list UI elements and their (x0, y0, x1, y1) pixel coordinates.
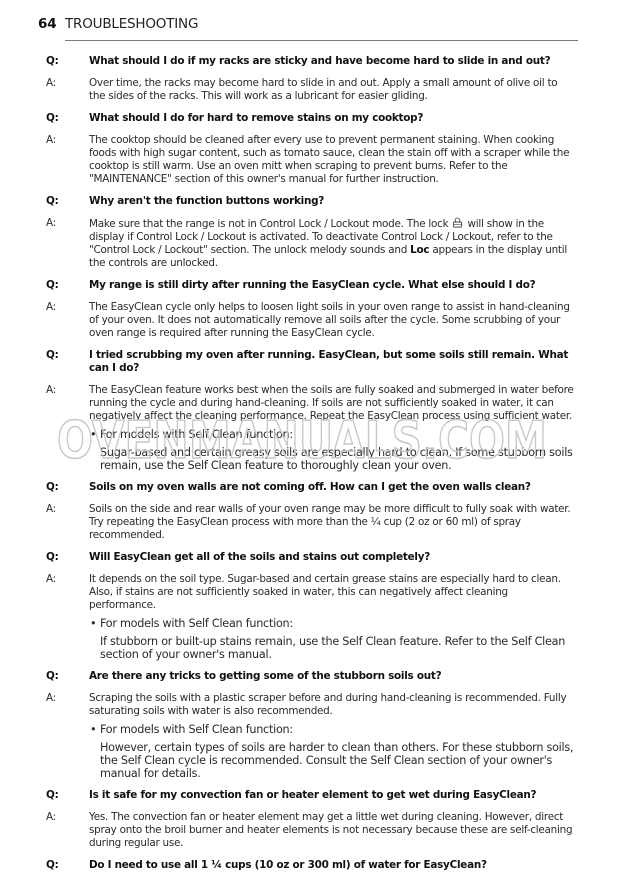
question-label: Q: (46, 670, 59, 682)
question-text: Do I need to use all 1 ¼ cups (10 oz or 300 ml) of water for EasyClean? (89, 859, 487, 871)
question-label: Q: (46, 789, 59, 801)
faq-item (46, 551, 576, 661)
question-text: I tried scrubbing my oven after running. EasyClean, but some soils still remain. What can I do? (89, 349, 569, 374)
bullet-item (90, 617, 576, 630)
answer-label: A: (46, 134, 56, 146)
watermark-text: OVENMANUALS.COM (57, 412, 547, 466)
answer-label: A: (46, 77, 56, 89)
section-title: TROUBLESHOOTING (65, 16, 199, 32)
bullet-body: Sugar-based and certain greasy soils are especially hard to clean. If some stubborn soils remain, use the Self Clean feature to thoroughly clean your oven. (100, 446, 573, 472)
question (46, 859, 576, 872)
question (46, 349, 576, 375)
answer (46, 217, 576, 270)
answer-text-part2: will show in the display if Control Lock / Lockout is activated. To deactivate Control Lock / Lockout, refer to the "Control Lock / Lockout" section. The unlock melody sounds and (89, 218, 553, 256)
loc-display-text: Loc (410, 244, 430, 256)
question (46, 670, 576, 683)
page-header (38, 16, 578, 36)
answer-label: A: (46, 692, 56, 704)
faq-item (46, 789, 576, 850)
question (46, 551, 576, 564)
answer-text: Yes. The convection fan or heater element may get a little wet during cleaning. However, direct spray onto the broil burner and heater elements is not necessary because these are self-cleaning during regular use. (89, 811, 573, 849)
bullet-dot: • (90, 428, 97, 441)
faq-item (46, 670, 576, 780)
faq-item (46, 195, 576, 270)
answer-text: It depends on the soil type. Sugar-based and certain grease stains are especially hard to clean. Also, if stains are not sufficiently soaked in water, this can negatively affect cleaning performance. (89, 573, 561, 611)
page-number: 64 (38, 16, 57, 32)
lock-icon (452, 217, 463, 228)
question-label: Q: (46, 859, 59, 871)
question (46, 481, 576, 494)
answer (46, 811, 576, 850)
faq-item (46, 349, 576, 472)
question-label: Q: (46, 551, 59, 563)
faq-list (46, 55, 576, 881)
bullet-text: For models with Self Clean function: (100, 723, 293, 736)
answer (46, 384, 576, 472)
answer-text: Scraping the soils with a plastic scraper before and during hand-cleaning is recommended. Fully saturating soils with water is also recommended. (89, 692, 567, 717)
bullet-item (90, 428, 576, 441)
question-text: What should I do if my racks are sticky and have become hard to slide in and out? (89, 55, 551, 67)
answer-text-part3: appears in the display until the controls are unlocked. (89, 244, 568, 269)
bullet-text: For models with Self Clean function: (100, 617, 293, 630)
bullet-body: If stubborn or built-up stains remain, use the Self Clean feature. Refer to the Self Clean section of your owner's manual. (100, 635, 566, 661)
answer-text: The EasyClean feature works best when the soils are fully soaked and submerged in water before running the cycle and during hand-cleaning. If soils are not sufficiently soaked in water, it can negatively affect the cleaning performance. Repeat the EasyClean process using sufficient water. (89, 384, 574, 422)
question-label: Q: (46, 279, 59, 291)
answer-label: A: (46, 217, 56, 229)
answer-label: A: (46, 503, 56, 515)
question-text: Are there any tricks to getting some of the stubborn soils out? (89, 670, 442, 682)
bullet-item (90, 723, 576, 736)
header-divider (65, 40, 578, 41)
answer (46, 503, 576, 542)
question-text: Will EasyClean get all of the soils and stains out completely? (89, 551, 431, 563)
answer (46, 301, 576, 340)
bullet-dot: • (90, 617, 97, 630)
bullet-text: For models with Self Clean function: (100, 428, 293, 441)
answer (46, 77, 576, 103)
question-label: Q: (46, 195, 59, 207)
question-text: Why aren't the function buttons working? (89, 195, 325, 207)
question-label: Q: (46, 55, 59, 67)
faq-item (46, 279, 576, 340)
answer-label: A: (46, 384, 56, 396)
question (46, 279, 576, 292)
question-text: Soils on my oven walls are not coming off. How can I get the oven walls clean? (89, 481, 531, 493)
answer-label: A: (46, 811, 56, 823)
answer (46, 692, 576, 780)
faq-item (46, 55, 576, 103)
question-text: My range is still dirty after running the EasyClean cycle. What else should I do? (89, 279, 536, 291)
faq-item (46, 859, 576, 872)
question-label: Q: (46, 112, 59, 124)
bullet-dot: • (90, 723, 97, 736)
answer-text: Over time, the racks may become hard to slide in and out. Apply a small amount of olive oil to the sides of the racks. This will work as a lubricant for easier gliding. (89, 77, 558, 102)
faq-item (46, 481, 576, 542)
question (46, 195, 576, 208)
answer (46, 573, 576, 661)
answer-text: The EasyClean cycle only helps to loosen light soils in your oven range to assist in hand-cleaning of your oven. It does not automatically remove all soils after the cycle. Some scrubbing of your oven range is required after running the EasyClean cycle. (89, 301, 570, 339)
question-text: Is it safe for my convection fan or heater element to get wet during EasyClean? (89, 789, 537, 801)
answer-label: A: (46, 573, 56, 585)
faq-item (46, 112, 576, 186)
question-label: Q: (46, 481, 59, 493)
answer-text: The cooktop should be cleaned after every use to prevent permanent staining. When cooking foods with high sugar content, such as tomato sauce, clean the stain off with a scraper while the cooktop is still warm. Use an oven mitt when scraping to prevent burns. Refer to the "MAINTENANCE" section of this owner's manual for further instruction. (89, 134, 570, 185)
question (46, 55, 576, 68)
question-text: What should I do for hard to remove stains on my cooktop? (89, 112, 424, 124)
question (46, 112, 576, 125)
question (46, 789, 576, 802)
answer-text-part1: Make sure that the range is not in Control Lock / Lockout mode. The lock (89, 218, 449, 230)
bullet-body: However, certain types of soils are harder to clean than others. For these stubborn soils, the Self Clean cycle is recommended. Consult the Self Clean section of your owner's manual for details. (100, 741, 574, 780)
answer-label: A: (46, 301, 56, 313)
answer (46, 134, 576, 186)
answer-text: Soils on the side and rear walls of your oven range may be more difficult to fully soak with water. Try repeating the EasyClean process with more than the ¼ cup (2 oz or 60 ml) of spray recommended. (89, 503, 571, 541)
question-label: Q: (46, 349, 59, 361)
